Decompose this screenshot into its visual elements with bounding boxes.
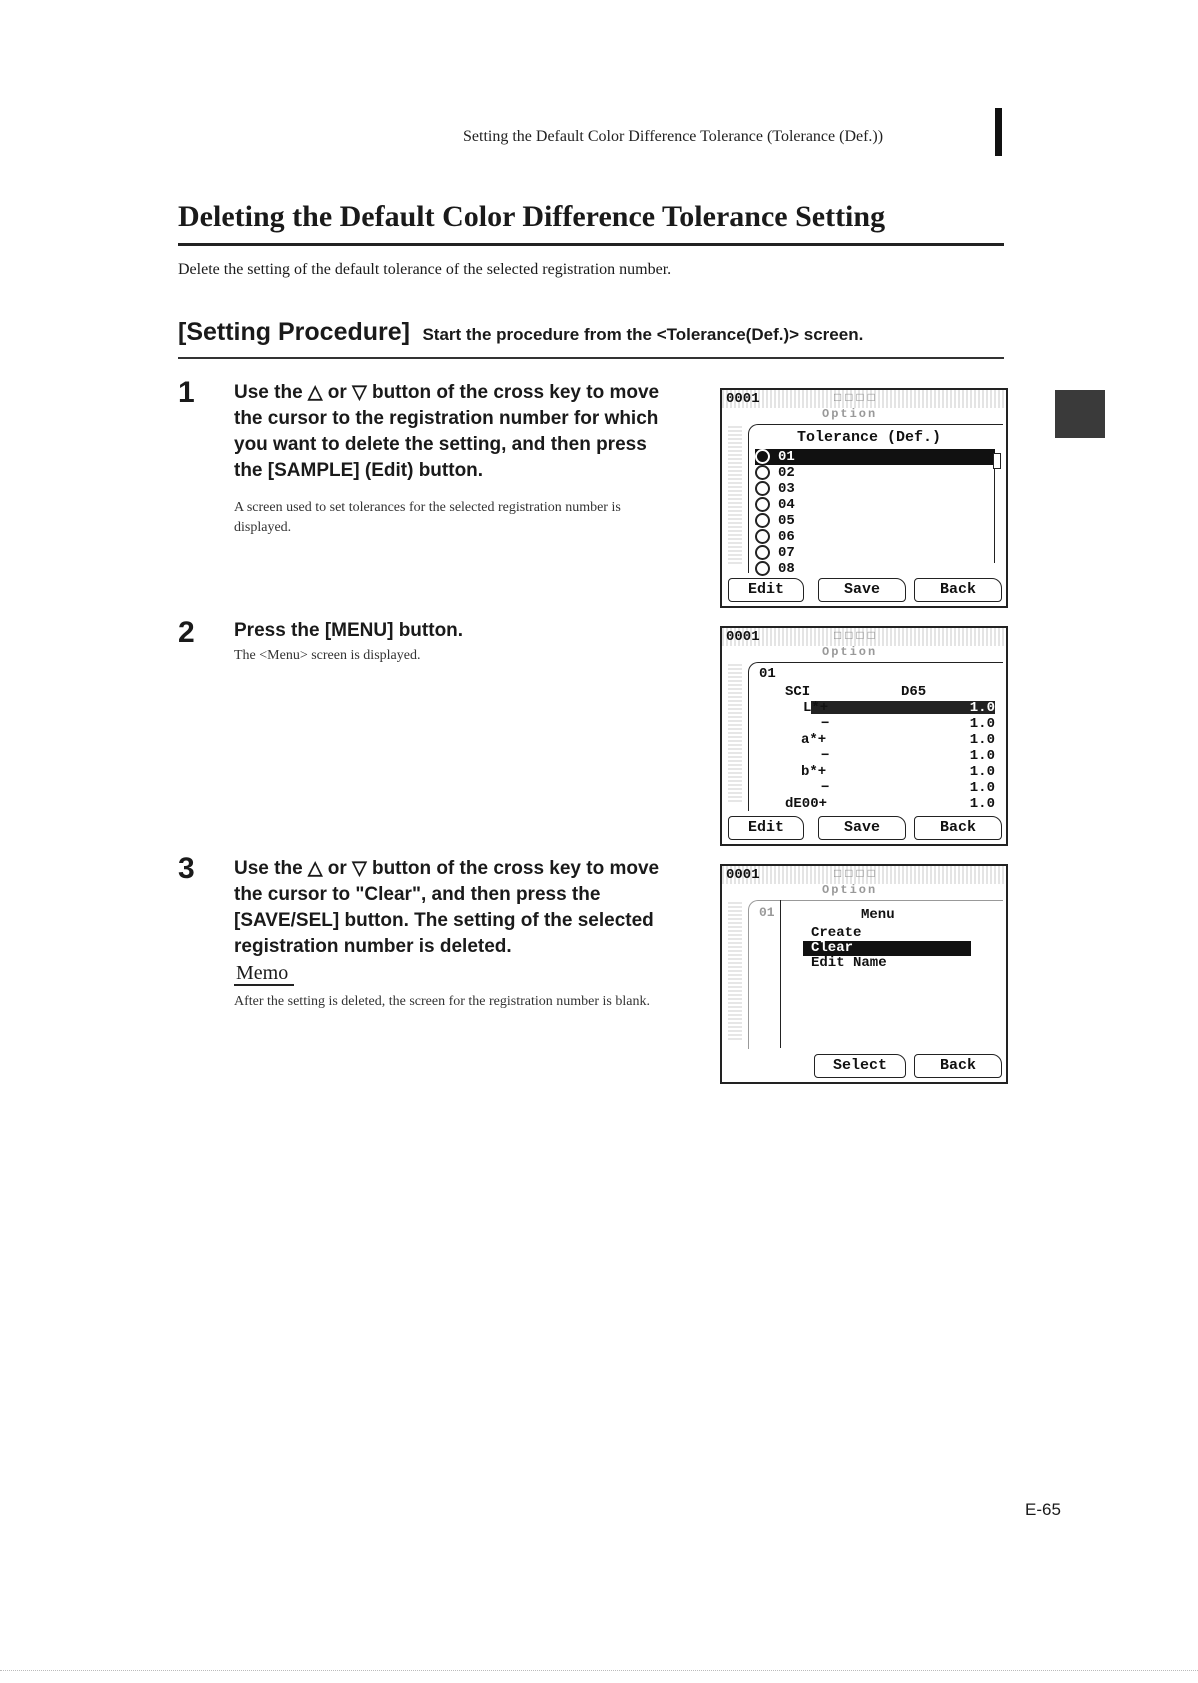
page-number: E-65 <box>1025 1500 1061 1519</box>
step-3-instruction: Use the △ or ▽ button of the cross key to move the cursor to "Clear", and then press the [SAVE/SEL] button. The setting of the selected registration number is deleted. <box>234 858 660 957</box>
step-3-note: After the setting is deleted, the screen for the registration number is blank. <box>234 994 650 1009</box>
tolerance-value[interactable]: 1.0 <box>969 796 995 812</box>
tolerance-label: L*+ <box>803 700 829 716</box>
tolerance-label: dE00+ <box>785 796 828 812</box>
step-2-number: 2 <box>178 616 195 649</box>
tolerance-label: − <box>821 780 830 796</box>
circle-icon <box>755 545 770 560</box>
status-icons: □□□□ <box>834 391 879 405</box>
illuminant: D65 <box>901 684 927 700</box>
save-softkey[interactable]: Save <box>818 816 906 840</box>
list-panel <box>748 424 1003 578</box>
procedure-rule <box>178 357 1004 359</box>
step-1-number: 1 <box>178 376 195 409</box>
status-icons: □□□□ <box>834 867 879 881</box>
step-1-note: A screen used to set tolerances for the selected registration number is displayed. <box>234 500 621 535</box>
side-strip <box>728 900 742 1040</box>
circle-icon <box>755 481 770 496</box>
back-softkey[interactable]: Back <box>914 578 1002 602</box>
measurement-mode: SCI <box>785 684 811 700</box>
screen-menu <box>720 864 1008 1084</box>
step-3-number: 3 <box>178 852 195 885</box>
back-softkey[interactable]: Back <box>914 816 1002 840</box>
list-item-label: 02 <box>778 465 795 482</box>
scan-edge <box>0 1670 1198 1671</box>
screen-option-label: Option <box>822 407 878 421</box>
detail-panel <box>748 662 1003 811</box>
list-item[interactable] <box>755 449 995 465</box>
screen-tolerance-detail <box>720 626 1008 846</box>
screen-option-label: Option <box>822 883 878 897</box>
circle-icon <box>755 529 770 544</box>
procedure-subtitle: Start the procedure from the <Tolerance(Def.)> screen. <box>422 325 864 344</box>
save-softkey[interactable]: Save <box>818 578 906 602</box>
list-item-label: 05 <box>778 513 795 530</box>
edit-softkey[interactable]: Edit <box>728 816 804 840</box>
list-item[interactable] <box>755 561 995 577</box>
tolerance-value[interactable]: 1.0 <box>969 748 995 764</box>
scrollbar-thumb[interactable] <box>993 453 1001 469</box>
softkey-bar <box>722 814 1006 842</box>
tolerance-value[interactable]: 1.0 <box>969 764 995 780</box>
screen-option-label: Option <box>822 645 878 659</box>
circle-icon <box>755 561 770 576</box>
tolerance-label: − <box>821 716 830 732</box>
memo-badge <box>234 962 294 985</box>
list-item-label: 03 <box>778 481 795 498</box>
list-item-label: 04 <box>778 497 795 514</box>
tolerance-label: − <box>821 748 830 764</box>
scrollbar[interactable] <box>994 453 1001 563</box>
step-2-instruction: Press the [MENU] button. <box>234 620 464 641</box>
menu-item-edit-name[interactable]: Edit Name <box>811 955 887 971</box>
back-softkey[interactable]: Back <box>914 1054 1002 1078</box>
step-2-note: The <Menu> screen is displayed. <box>234 648 421 663</box>
list-item[interactable] <box>755 465 995 481</box>
softkey-bar <box>722 1052 1006 1080</box>
side-strip <box>728 424 742 564</box>
tolerance-value[interactable]: 1.0 <box>969 732 995 748</box>
menu-item-create[interactable]: Create <box>811 925 862 941</box>
list-item[interactable] <box>755 481 995 497</box>
list-item[interactable] <box>755 513 995 529</box>
screen-id: 0001 <box>726 629 760 645</box>
chapter-tab <box>1055 390 1105 438</box>
tolerance-label: a*+ <box>801 732 827 748</box>
tolerance-value[interactable]: 1.0 <box>969 780 995 796</box>
side-strip <box>728 662 742 802</box>
list-title: Tolerance (Def.) <box>797 429 942 446</box>
registration-number: 01 <box>759 666 776 682</box>
intro-text: Delete the setting of the default tolerance of the selected registration number. <box>178 261 672 278</box>
softkey-bar <box>722 576 1006 604</box>
circle-icon <box>755 449 770 464</box>
title-rule <box>178 243 1004 246</box>
memo-icon: Memo <box>234 962 294 986</box>
registration-number: 01 <box>759 905 775 920</box>
tolerance-value[interactable]: 1.0 <box>969 700 995 716</box>
screen-id: 0001 <box>726 867 760 883</box>
menu-title: Menu <box>861 907 895 923</box>
header-marker-bar <box>995 108 1002 156</box>
running-head: Setting the Default Color Difference Tolerance (Tolerance (Def.)) <box>463 128 884 145</box>
menu-item-clear[interactable]: Clear <box>803 941 971 956</box>
tolerance-value[interactable]: 1.0 <box>969 716 995 732</box>
circle-icon <box>755 465 770 480</box>
screen-id: 0001 <box>726 391 760 407</box>
circle-icon <box>755 513 770 528</box>
list-item-label: 08 <box>778 561 795 578</box>
procedure-heading <box>178 318 863 347</box>
select-softkey[interactable]: Select <box>814 1054 906 1078</box>
procedure-title: [Setting Procedure] <box>178 318 410 346</box>
step-1-instruction: Use the △ or ▽ button of the cross key to move the cursor to the registration number for which you want to delete the setting, and then press the [SAMPLE] (Edit) button. <box>234 382 660 481</box>
menu-popup <box>780 900 977 1048</box>
circle-icon <box>755 497 770 512</box>
edit-softkey[interactable]: Edit <box>728 578 804 602</box>
list-item-label: 01 <box>778 449 795 466</box>
list-item[interactable] <box>755 529 995 545</box>
list-item-label: 06 <box>778 529 795 546</box>
status-icons: □□□□ <box>834 629 879 643</box>
screen-tolerance-list <box>720 388 1008 608</box>
section-title: Deleting the Default Color Difference Tolerance Setting <box>178 200 886 233</box>
tolerance-label: b*+ <box>801 764 827 780</box>
list-item[interactable] <box>755 545 995 561</box>
list-item-label: 07 <box>778 545 795 562</box>
list-item[interactable] <box>755 497 995 513</box>
selection-highlight <box>811 701 995 714</box>
